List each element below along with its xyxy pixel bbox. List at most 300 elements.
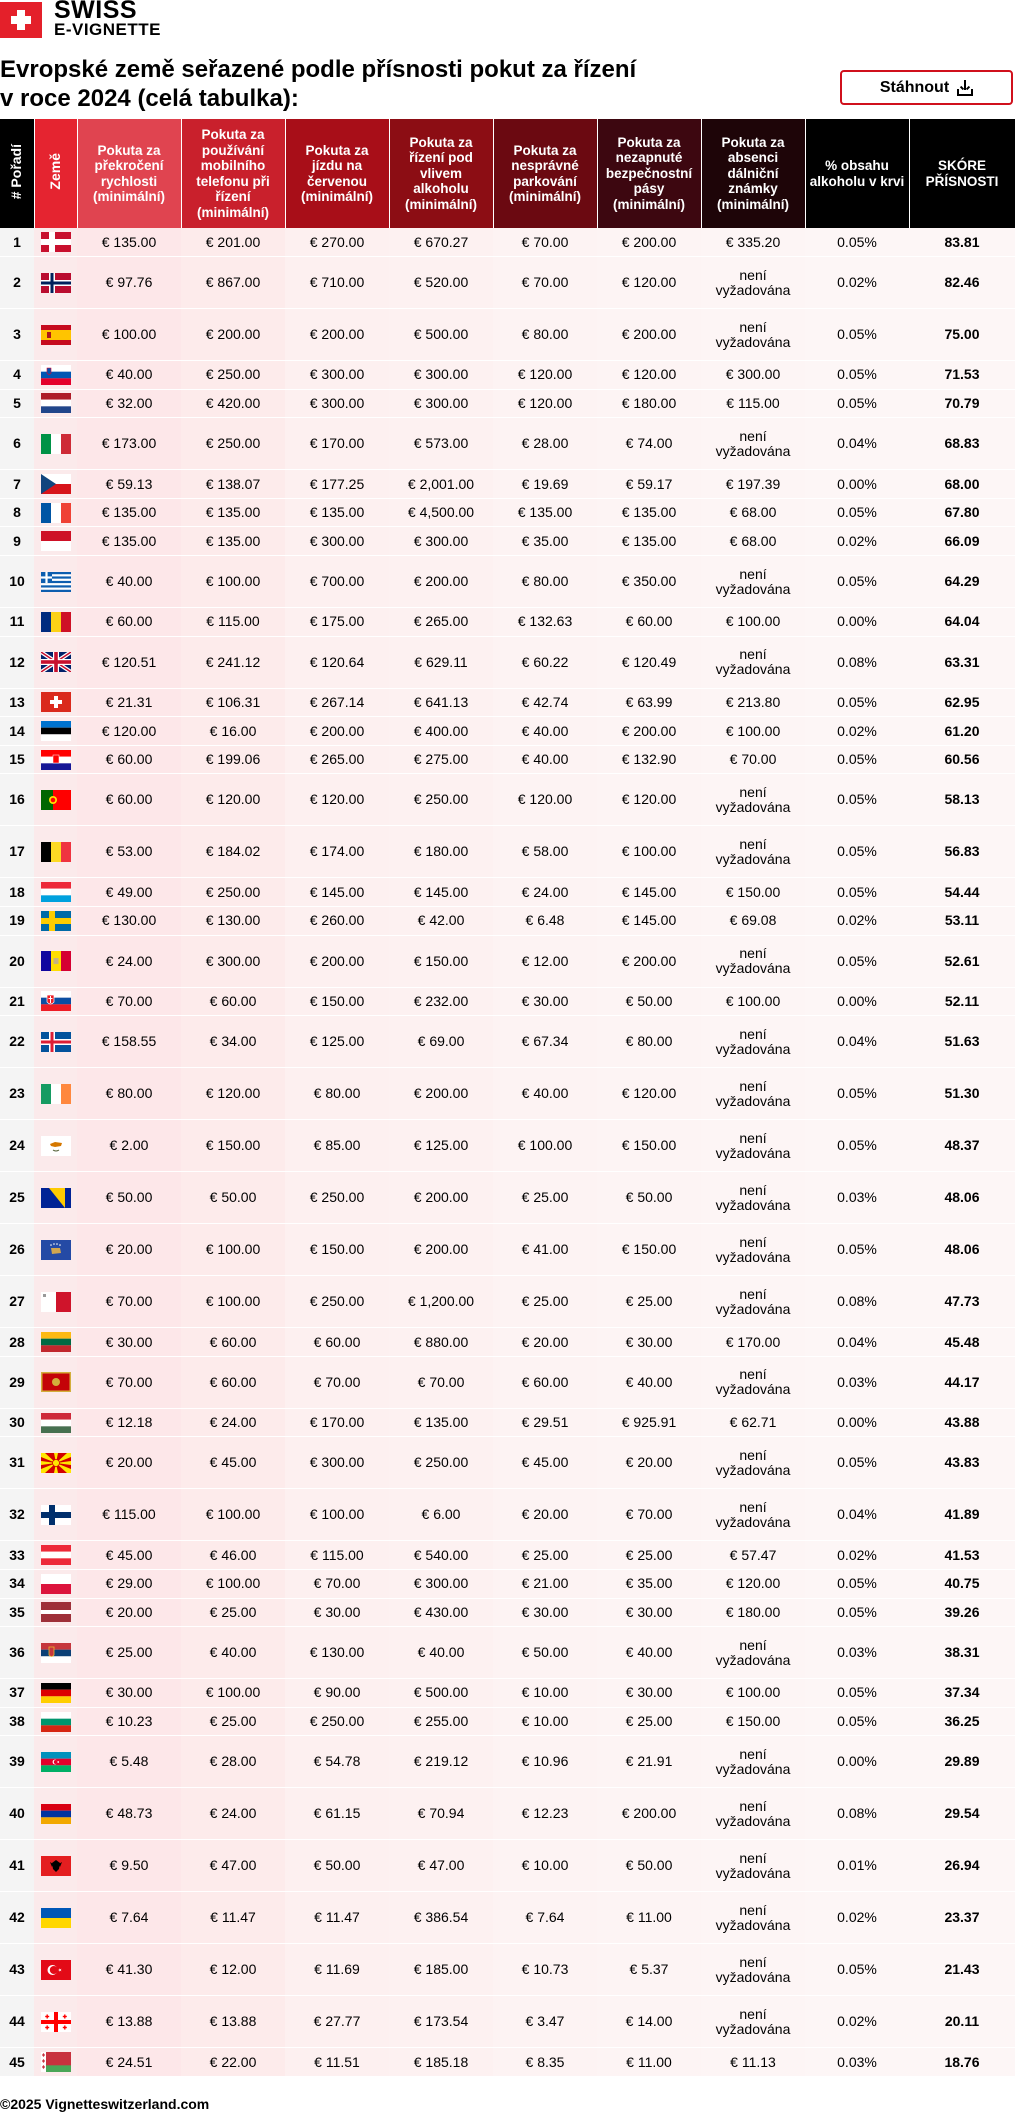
score-cell: 47.73 [909, 1276, 1015, 1328]
table-cell: € 120.00 [77, 717, 181, 746]
column-header-label: Pokuta za řízení pod vlivem alkoholu (minimální) [404, 134, 477, 212]
score-cell: 56.83 [909, 826, 1015, 878]
table-cell: € 120.00 [597, 257, 701, 309]
score-cell: 48.06 [909, 1224, 1015, 1276]
table-cell: € 150.00 [181, 1120, 285, 1172]
rank-cell: 9 [0, 527, 34, 556]
download-label: Stáhnout [879, 78, 950, 96]
table-cell: € 115.00 [285, 1541, 389, 1570]
table-cell: € 25.00 [597, 1707, 701, 1736]
table-cell: € 150.00 [285, 1224, 389, 1276]
table-cell: € 10.23 [77, 1707, 181, 1736]
country-flag-si-icon [34, 361, 77, 390]
rank-cell: 31 [0, 1437, 34, 1489]
table-cell: 0.05% [805, 361, 909, 390]
score-cell: 41.89 [909, 1489, 1015, 1541]
table-cell: € 710.00 [285, 257, 389, 309]
table-row [0, 1224, 1015, 1276]
table-cell: € 40.00 [597, 1627, 701, 1679]
table-cell: € 265.00 [389, 608, 493, 637]
table-row [0, 774, 1015, 826]
table-cell: € 60.00 [597, 608, 701, 637]
table-cell: € 97.76 [77, 257, 181, 309]
table-cell: není vyžadována [701, 257, 805, 309]
rank-cell: 10 [0, 556, 34, 608]
score-cell: 29.89 [909, 1736, 1015, 1788]
table-cell: € 138.07 [181, 470, 285, 499]
table-cell: € 100.00 [597, 826, 701, 878]
country-flag-pl-icon [34, 1570, 77, 1599]
score-cell: 37.34 [909, 1679, 1015, 1708]
table-cell: € 63.99 [597, 688, 701, 717]
score-cell: 41.53 [909, 1541, 1015, 1570]
table-cell: € 106.31 [181, 688, 285, 717]
table-cell: € 40.00 [389, 1627, 493, 1679]
table-cell: € 175.00 [285, 608, 389, 637]
table-cell: € 46.00 [181, 1541, 285, 1570]
score-cell: 54.44 [909, 878, 1015, 907]
table-cell: není vyžadována [701, 1120, 805, 1172]
rank-cell: 21 [0, 987, 34, 1016]
table-cell: € 11.00 [597, 2048, 701, 2077]
table-cell: € 135.00 [493, 498, 597, 527]
page-title: Evropské země seřazené podle přísnosti pokut za řízení v roce 2024 (celá tabulka): [0, 56, 637, 112]
rank-cell: 38 [0, 1707, 34, 1736]
table-cell: 0.05% [805, 1120, 909, 1172]
table-cell: 0.03% [805, 1172, 909, 1224]
table-row [0, 987, 1015, 1016]
table-cell: 0.05% [805, 1598, 909, 1627]
column-header-label: Pokuta za absenci dálniční známky (minimální) [716, 134, 789, 212]
table-cell: € 32.00 [77, 389, 181, 418]
table-cell: € 145.00 [597, 878, 701, 907]
table-cell: € 50.00 [597, 1840, 701, 1892]
table-cell: není vyžadována [701, 1892, 805, 1944]
table-cell: € 120.00 [181, 1068, 285, 1120]
table-cell: € 120.00 [181, 774, 285, 826]
table-cell: € 30.00 [597, 1598, 701, 1627]
score-cell: 66.09 [909, 527, 1015, 556]
table-cell: € 200.00 [597, 717, 701, 746]
table-cell: € 260.00 [285, 907, 389, 936]
table-cell: € 45.00 [493, 1437, 597, 1489]
country-flag-cy-icon [34, 1120, 77, 1172]
table-cell: € 250.00 [285, 1276, 389, 1328]
score-cell: 82.46 [909, 257, 1015, 309]
table-cell: není vyžadována [701, 1068, 805, 1120]
country-flag-ee-icon [34, 717, 77, 746]
table-row [0, 688, 1015, 717]
table-cell: € 350.00 [597, 556, 701, 608]
table-cell: € 135.00 [181, 527, 285, 556]
table-cell: € 135.00 [597, 527, 701, 556]
rank-cell: 45 [0, 2048, 34, 2077]
table-header [0, 119, 1015, 228]
table-cell: € 80.00 [493, 556, 597, 608]
score-cell: 48.37 [909, 1120, 1015, 1172]
rank-cell: 37 [0, 1679, 34, 1708]
table-row [0, 878, 1015, 907]
table-cell: není vyžadována [701, 1356, 805, 1408]
column-header-label: % obsahu alkoholu v krvi [809, 158, 905, 189]
rank-cell: 16 [0, 774, 34, 826]
country-flag-fr-icon [34, 498, 77, 527]
table-cell: € 69.08 [701, 907, 805, 936]
table-cell: € 70.00 [389, 1356, 493, 1408]
column-header-label: Pokuta za nezapnuté bezpečnostní pásy (minimální) [605, 134, 693, 212]
table-cell: 0.03% [805, 2048, 909, 2077]
table-body [0, 228, 1015, 2076]
score-cell: 71.53 [909, 361, 1015, 390]
table-cell: € 28.00 [493, 418, 597, 470]
table-cell: € 30.00 [493, 1598, 597, 1627]
table-cell: € 60.00 [77, 774, 181, 826]
country-flag-rs-icon [34, 1627, 77, 1679]
column-header [701, 119, 805, 228]
table-cell: € 24.00 [493, 878, 597, 907]
country-flag-ro-icon [34, 608, 77, 637]
table-cell: € 16.00 [181, 717, 285, 746]
rank-cell: 35 [0, 1598, 34, 1627]
table-cell: € 80.00 [285, 1068, 389, 1120]
table-cell: není vyžadována [701, 935, 805, 987]
table-cell: € 13.88 [77, 1996, 181, 2048]
table-row [0, 1408, 1015, 1437]
table-cell: € 232.00 [389, 987, 493, 1016]
rank-cell: 20 [0, 935, 34, 987]
table-cell: € 60.00 [77, 608, 181, 637]
rank-cell: 15 [0, 745, 34, 774]
table-cell: 0.05% [805, 1679, 909, 1708]
table-cell: € 11.69 [285, 1944, 389, 1996]
column-header [805, 119, 909, 228]
score-cell: 62.95 [909, 688, 1015, 717]
rank-cell: 28 [0, 1328, 34, 1357]
table-cell: € 420.00 [181, 389, 285, 418]
column-header [285, 119, 389, 228]
country-flag-nl-icon [34, 389, 77, 418]
table-cell: € 42.74 [493, 688, 597, 717]
country-flag-lt-icon [34, 1328, 77, 1357]
table-cell: € 2,001.00 [389, 470, 493, 499]
table-cell: € 400.00 [389, 717, 493, 746]
rank-cell: 18 [0, 878, 34, 907]
table-cell: € 641.13 [389, 688, 493, 717]
table-cell: € 200.00 [597, 228, 701, 257]
table-cell: € 5.48 [77, 1736, 181, 1788]
score-cell: 68.83 [909, 418, 1015, 470]
table-cell: € 100.00 [701, 717, 805, 746]
table-cell: € 300.00 [285, 527, 389, 556]
table-cell: 0.05% [805, 389, 909, 418]
table-cell: € 180.00 [701, 1598, 805, 1627]
table-cell: € 69.00 [389, 1016, 493, 1068]
column-header [181, 119, 285, 228]
table-cell: € 10.00 [493, 1707, 597, 1736]
download-button[interactable] [840, 70, 1013, 105]
table-cell: € 150.00 [597, 1120, 701, 1172]
table-cell: € 100.00 [77, 309, 181, 361]
country-flag-pt-icon [34, 774, 77, 826]
table-cell: € 130.00 [181, 907, 285, 936]
table-cell: € 197.39 [701, 470, 805, 499]
table-cell: € 670.27 [389, 228, 493, 257]
score-cell: 39.26 [909, 1598, 1015, 1627]
table-row [0, 745, 1015, 774]
table-row [0, 1276, 1015, 1328]
table-cell: 0.05% [805, 826, 909, 878]
table-cell: € 30.00 [597, 1679, 701, 1708]
table-row [0, 1120, 1015, 1172]
score-cell: 70.79 [909, 389, 1015, 418]
table-row [0, 826, 1015, 878]
table-cell: € 30.00 [493, 987, 597, 1016]
table-cell: 0.05% [805, 498, 909, 527]
table-cell: € 170.00 [285, 1408, 389, 1437]
table-cell: € 11.47 [181, 1892, 285, 1944]
table-cell: není vyžadována [701, 1489, 805, 1541]
country-flag-no-icon [34, 257, 77, 309]
table-cell: € 170.00 [285, 418, 389, 470]
table-cell: € 10.96 [493, 1736, 597, 1788]
table-cell: € 150.00 [285, 987, 389, 1016]
table-cell: € 20.00 [77, 1437, 181, 1489]
table-row [0, 1068, 1015, 1120]
table-cell: € 200.00 [181, 309, 285, 361]
table-cell: € 200.00 [597, 309, 701, 361]
table-cell: 0.05% [805, 774, 909, 826]
fines-table [0, 119, 1015, 2077]
table-cell: 0.02% [805, 527, 909, 556]
table-row [0, 498, 1015, 527]
table-row [0, 1016, 1015, 1068]
table-cell: € 200.00 [389, 556, 493, 608]
table-row [0, 1736, 1015, 1788]
table-cell: € 67.34 [493, 1016, 597, 1068]
rank-cell: 5 [0, 389, 34, 418]
country-flag-se-icon [34, 907, 77, 936]
table-cell: € 115.00 [181, 608, 285, 637]
table-cell: € 145.00 [285, 878, 389, 907]
table-cell: € 27.77 [285, 1996, 389, 2048]
table-cell: € 40.00 [77, 361, 181, 390]
rank-cell: 4 [0, 361, 34, 390]
table-cell: 0.00% [805, 1408, 909, 1437]
table-cell: € 200.00 [389, 1224, 493, 1276]
table-cell: € 130.00 [285, 1627, 389, 1679]
table-cell: € 173.00 [77, 418, 181, 470]
table-cell: 0.05% [805, 1707, 909, 1736]
table-cell: není vyžadována [701, 309, 805, 361]
table-cell: € 24.00 [77, 935, 181, 987]
country-flag-xk-icon [34, 1224, 77, 1276]
table-cell: € 250.00 [389, 774, 493, 826]
country-flag-de-icon [34, 1679, 77, 1708]
column-header [909, 119, 1015, 228]
rank-cell: 23 [0, 1068, 34, 1120]
table-cell: € 135.00 [389, 1408, 493, 1437]
score-cell: 38.31 [909, 1627, 1015, 1679]
table-cell: € 300.00 [389, 1570, 493, 1599]
table-row [0, 389, 1015, 418]
table-row [0, 470, 1015, 499]
score-cell: 52.11 [909, 987, 1015, 1016]
table-cell: € 135.00 [77, 228, 181, 257]
table-cell: € 145.00 [597, 907, 701, 936]
country-flag-ch-icon [34, 688, 77, 717]
table-cell: € 30.00 [77, 1679, 181, 1708]
score-cell: 48.06 [909, 1172, 1015, 1224]
table-cell: € 200.00 [389, 1068, 493, 1120]
score-cell: 53.11 [909, 907, 1015, 936]
table-cell: € 185.18 [389, 2048, 493, 2077]
table-cell: € 867.00 [181, 257, 285, 309]
table-cell: € 35.00 [493, 527, 597, 556]
table-cell: € 25.00 [597, 1276, 701, 1328]
score-cell: 52.61 [909, 935, 1015, 987]
table-cell: € 170.00 [701, 1328, 805, 1357]
table-cell: není vyžadována [701, 1736, 805, 1788]
table-cell: € 265.00 [285, 745, 389, 774]
table-row [0, 608, 1015, 637]
table-cell: € 100.00 [493, 1120, 597, 1172]
table-cell: € 60.00 [77, 745, 181, 774]
table-cell: € 12.23 [493, 1788, 597, 1840]
table-cell: 0.03% [805, 1627, 909, 1679]
table-cell: € 47.00 [389, 1840, 493, 1892]
table-row [0, 907, 1015, 936]
column-header [493, 119, 597, 228]
table-cell: € 150.00 [597, 1224, 701, 1276]
score-cell: 18.76 [909, 2048, 1015, 2077]
table-cell: € 177.25 [285, 470, 389, 499]
table-cell: € 540.00 [389, 1541, 493, 1570]
table-cell: € 50.00 [597, 1172, 701, 1224]
table-cell: € 1,200.00 [389, 1276, 493, 1328]
table-cell: € 50.00 [285, 1840, 389, 1892]
table-cell: 0.05% [805, 228, 909, 257]
table-cell: € 45.00 [77, 1541, 181, 1570]
score-cell: 58.13 [909, 774, 1015, 826]
score-cell: 75.00 [909, 309, 1015, 361]
table-row [0, 1570, 1015, 1599]
country-flag-mt-icon [34, 1276, 77, 1328]
table-cell: není vyžadována [701, 1172, 805, 1224]
table-cell: není vyžadována [701, 1996, 805, 2048]
table-cell: 0.08% [805, 1788, 909, 1840]
table-cell: € 250.00 [181, 878, 285, 907]
table-cell: € 130.00 [77, 907, 181, 936]
table-row [0, 309, 1015, 361]
rank-cell: 30 [0, 1408, 34, 1437]
table-cell: 0.00% [805, 608, 909, 637]
table-row [0, 1840, 1015, 1892]
table-cell: € 59.13 [77, 470, 181, 499]
table-cell: € 40.00 [493, 717, 597, 746]
table-cell: € 125.00 [389, 1120, 493, 1172]
table-cell: € 20.00 [493, 1489, 597, 1541]
table-cell: € 30.00 [285, 1598, 389, 1627]
rank-cell: 14 [0, 717, 34, 746]
column-header-label: SKÓRE PŘÍSNOSTI [925, 158, 999, 189]
brand-logo[interactable] [0, 0, 180, 40]
score-cell: 83.81 [909, 228, 1015, 257]
country-flag-ua-icon [34, 1892, 77, 1944]
table-cell: € 21.00 [493, 1570, 597, 1599]
table-cell: není vyžadována [701, 1276, 805, 1328]
table-cell: € 135.00 [77, 527, 181, 556]
country-flag-ba-icon [34, 1172, 77, 1224]
table-cell: 0.08% [805, 1276, 909, 1328]
table-cell: € 59.17 [597, 470, 701, 499]
table-cell: € 150.00 [701, 878, 805, 907]
table-cell: € 200.00 [597, 935, 701, 987]
table-row [0, 1788, 1015, 1840]
table-cell: € 300.00 [285, 361, 389, 390]
table-cell: € 14.00 [597, 1996, 701, 2048]
table-cell: € 80.00 [597, 1016, 701, 1068]
table-row [0, 257, 1015, 309]
country-flag-mk-icon [34, 1437, 77, 1489]
score-cell: 40.75 [909, 1570, 1015, 1599]
table-cell: není vyžadována [701, 1016, 805, 1068]
table-cell: € 200.00 [285, 935, 389, 987]
score-cell: 23.37 [909, 1892, 1015, 1944]
column-header-label: # Pořadí [8, 144, 24, 200]
table-cell: € 250.00 [389, 1437, 493, 1489]
table-cell: € 10.00 [493, 1679, 597, 1708]
swiss-cross-icon [0, 2, 42, 38]
table-cell: € 13.88 [181, 1996, 285, 2048]
table-cell: € 60.00 [181, 1356, 285, 1408]
table-cell: € 12.18 [77, 1408, 181, 1437]
table-cell: € 20.00 [77, 1224, 181, 1276]
country-flag-bg-icon [34, 1707, 77, 1736]
rank-cell: 13 [0, 688, 34, 717]
table-cell: € 5.37 [597, 1944, 701, 1996]
table-cell: 0.02% [805, 257, 909, 309]
table-cell: 0.05% [805, 309, 909, 361]
table-cell: € 40.00 [597, 1356, 701, 1408]
rank-cell: 40 [0, 1788, 34, 1840]
rank-cell: 26 [0, 1224, 34, 1276]
table-cell: € 61.15 [285, 1788, 389, 1840]
table-cell: € 520.00 [389, 257, 493, 309]
table-cell: € 70.00 [701, 745, 805, 774]
table-cell: € 25.00 [493, 1541, 597, 1570]
table-cell: € 25.00 [181, 1707, 285, 1736]
score-cell: 64.04 [909, 608, 1015, 637]
column-header [597, 119, 701, 228]
table-cell: € 80.00 [77, 1068, 181, 1120]
table-row [0, 717, 1015, 746]
table-cell: 0.04% [805, 418, 909, 470]
table-cell: € 200.00 [597, 1788, 701, 1840]
country-flag-al-icon [34, 1840, 77, 1892]
score-cell: 43.88 [909, 1408, 1015, 1437]
table-cell: € 42.00 [389, 907, 493, 936]
score-cell: 61.20 [909, 717, 1015, 746]
table-cell: € 300.00 [389, 389, 493, 418]
table-cell: není vyžadována [701, 1224, 805, 1276]
table-cell: € 25.00 [597, 1541, 701, 1570]
table-row [0, 1996, 1015, 2048]
table-cell: € 25.00 [77, 1627, 181, 1679]
table-cell: € 47.00 [181, 1840, 285, 1892]
table-cell: € 100.00 [181, 1570, 285, 1599]
table-row [0, 1627, 1015, 1679]
table-cell: € 120.00 [597, 774, 701, 826]
